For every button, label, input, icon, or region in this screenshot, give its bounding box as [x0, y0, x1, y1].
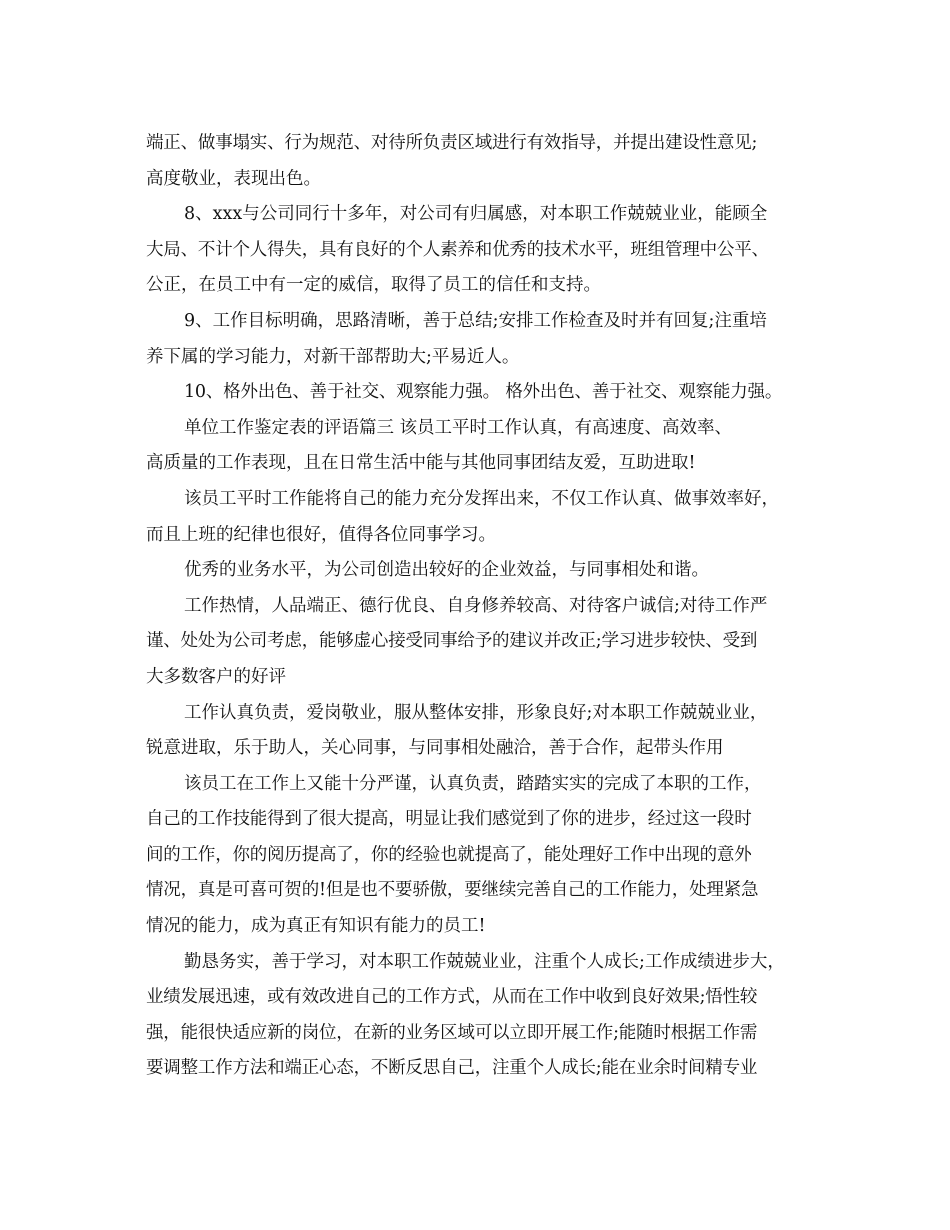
text-line: 锐意进取，乐于助人，关心同事，与同事相处融洽，善于合作，起带头作用	[146, 738, 724, 759]
text-line: 工作热情，人品端正、德行优良、自身修养较高、对待客户诚信;对待工作严	[184, 595, 768, 616]
text-line: 养下属的学习能力，对新干部帮助大;平易近人。	[146, 346, 520, 367]
text-line: 该员工在工作上又能十分严谨，认真负责，踏踏实实的完成了本职的工作，	[184, 773, 762, 794]
text-line: 工作认真负责，爱岗敬业，服从整体安排，形象良好;对本职工作兢兢业业，	[184, 702, 768, 723]
text-line: 端正、做事塌实、行为规范、对待所负责区域进行有效指导，并提出建设性意见;	[146, 133, 758, 153]
text-line: 勤恳务实，善于学习，对本职工作兢兢业业，注重个人成长;工作成绩进步大，	[184, 951, 785, 972]
text-line: 谨、处处为公司考虑，能够虚心接受同事给予的建议并改正;学习进步较快、受到	[146, 631, 758, 652]
text-line: 高度敬业，表现出色。	[146, 168, 321, 189]
text-line: 8、xxx与公司同行十多年，对公司有归属感，对本职工作兢兢业业，能顾全	[184, 204, 768, 225]
text-line: 情况的能力，成为真正有知识有能力的员工!	[146, 916, 486, 937]
text-line: 10、格外出色、善于社交、观察能力强。 格外出色、善于社交、观察能力强。	[184, 382, 783, 403]
text-line: 情况，真是可喜可贺的!但是也不要骄傲，要继续完善自己的工作能力，处理紧急	[146, 880, 759, 901]
text-line: 而且上班的纪律也很好，值得各位同事学习。	[146, 524, 496, 545]
text-line: 大多数客户的好评	[146, 666, 286, 687]
text-line: 优秀的业务水平，为公司创造出较好的企业效益，与同事相处和谐。	[184, 560, 709, 581]
text-line: 间的工作，你的阅历提高了，你的经验也就提高了，能处理好工作中出现的意外	[146, 844, 752, 865]
text-line: 公正，在员工中有一定的威信，取得了员工的信任和支持。	[146, 275, 601, 296]
text-line: 要调整工作方法和端正心态，不断反思自己，注重个人成长;能在业余时间精专业	[146, 1058, 758, 1079]
text-line: 该员工平时工作能将自己的能力充分发挥出来，不仅工作认真、做事效率好，	[184, 488, 779, 509]
text-line: 单位工作鉴定表的评语篇三 该员工平时工作认真，有高速度、高效率、	[184, 417, 733, 438]
text-line: 9、工作目标明确，思路清晰，善于总结;安排工作检查及时并有回复;注重培	[184, 310, 767, 331]
text-line: 强，能很快适应新的岗位，在新的业务区域可以立即开展工作;能随时根据工作需	[146, 1022, 758, 1043]
text-line: 业绩发展迅速，或有效改进自己的工作方式，从而在工作中收到良好效果;悟性较	[146, 987, 758, 1008]
text-line: 自己的工作技能得到了很大提高，明显让我们感觉到了你的进步，经过这一段时	[146, 809, 752, 830]
text-line: 高质量的工作表现，且在日常生活中能与其他同事团结友爱，互助进取!	[146, 453, 696, 474]
text-line: 大局、不计个人得失，具有良好的个人素养和优秀的技术水平，班组管理中公平、	[146, 239, 769, 260]
document-body	[146, 126, 836, 1087]
